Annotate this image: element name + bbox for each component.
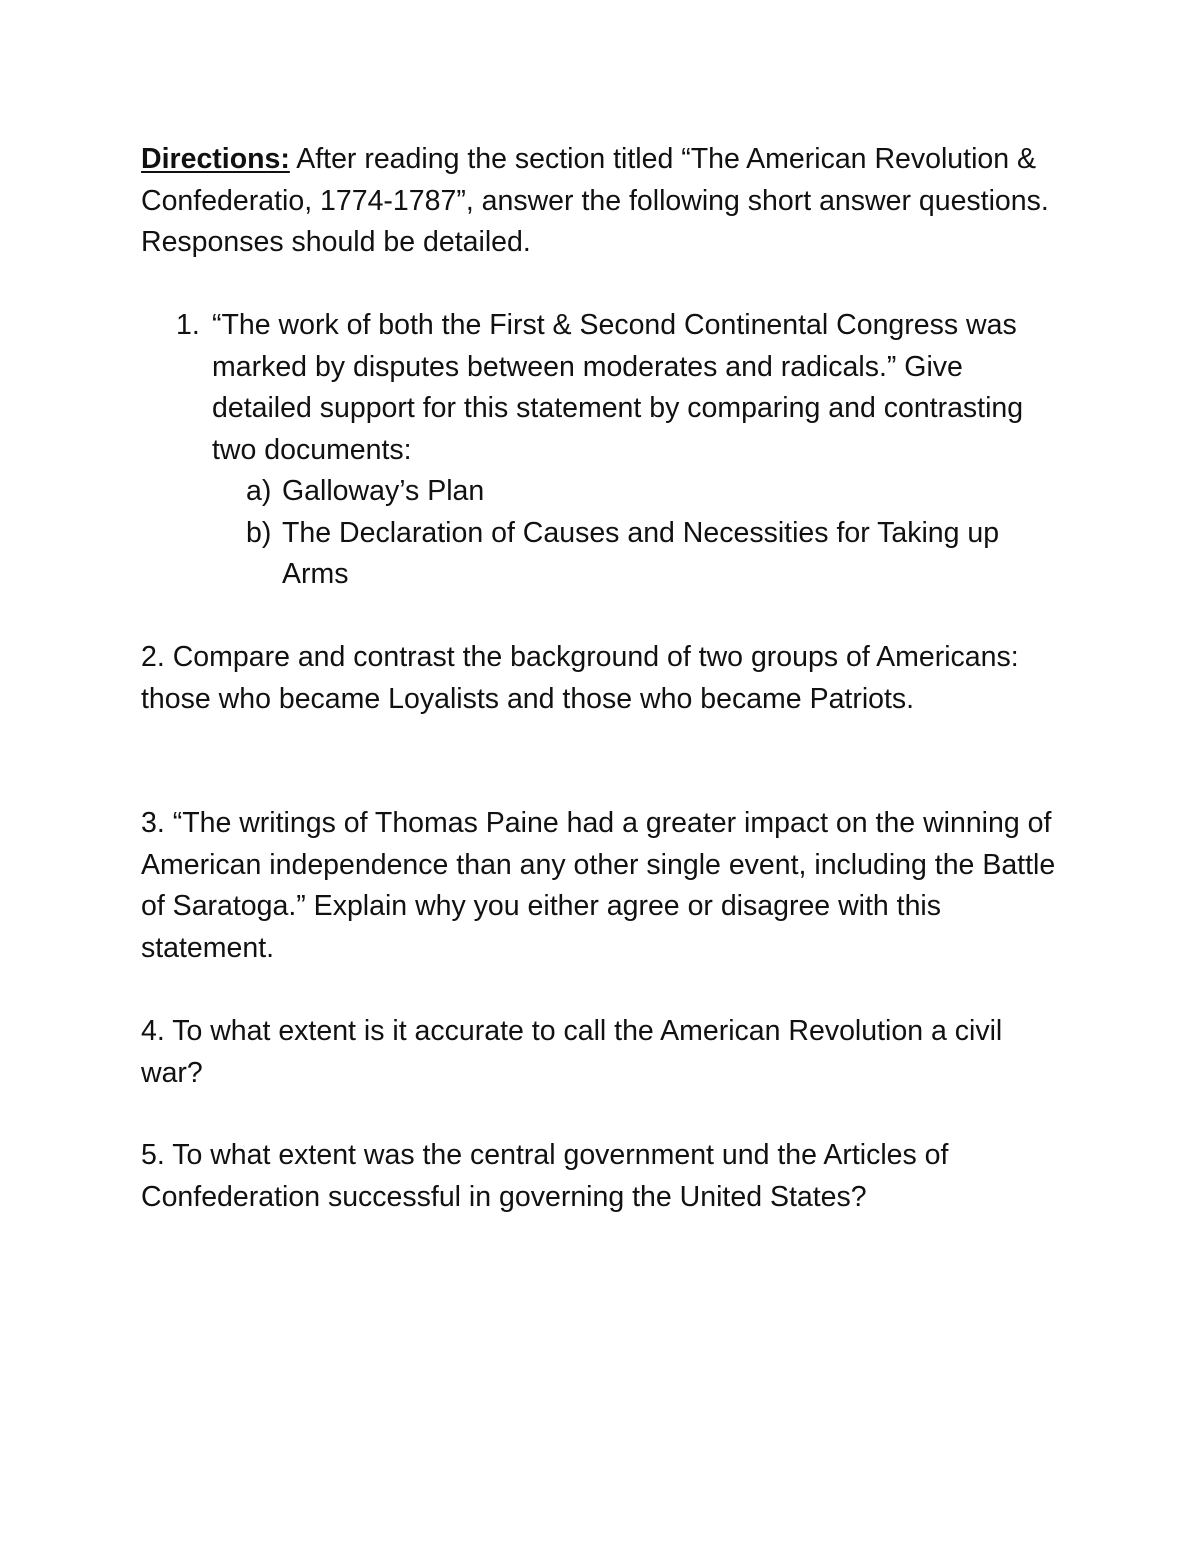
subitem-b — [141, 513, 1061, 596]
subitem-letter: a) — [246, 475, 272, 507]
question-text: “The writings of Thomas Paine had a greater impact on the winning of American independence than any other single event, including the Battle of Saratoga.” Explain why you either agree or disagree with this statement. — [141, 807, 1056, 964]
directions-label: Directions: — [141, 143, 290, 175]
question-1-row — [141, 305, 1061, 471]
subitem-a — [141, 471, 1061, 513]
question-number: 1. — [176, 309, 200, 341]
question-5 — [141, 1135, 1061, 1218]
question-text: Compare and contrast the background of two groups of Americans: those who became Loyalists and those who became Patriots. — [141, 641, 1019, 715]
question-number: 5. — [141, 1139, 165, 1171]
question-2 — [141, 637, 1061, 720]
directions-text: After reading the section titled “The American Revolution & Confederatio, 1774-1787”, answer the following short answer questions. Responses should be detailed. — [141, 143, 1049, 258]
question-1 — [141, 305, 1061, 596]
question-number: 2. — [141, 641, 165, 673]
directions-paragraph — [141, 139, 1061, 264]
question-3 — [141, 803, 1061, 969]
question-text: “The work of both the First & Second Continental Congress was marked by disputes between moderates and radicals.” Give detailed support for this statement by comparing and contrasting two documents: — [212, 309, 1024, 466]
question-text: To what extent is it accurate to call the American Revolution a civil war? — [141, 1015, 1003, 1089]
question-text: To what extent was the central government und the Articles of Confederation successful in governing the United States? — [141, 1139, 949, 1213]
question-number: 4. — [141, 1015, 165, 1047]
subitem-text: The Declaration of Causes and Necessities for Taking up Arms — [282, 516, 1000, 590]
subitem-text: Galloway’s Plan — [282, 475, 485, 507]
subitem-letter: b) — [246, 516, 272, 549]
question-number: 3. — [141, 807, 165, 839]
question-4 — [141, 1011, 1061, 1094]
